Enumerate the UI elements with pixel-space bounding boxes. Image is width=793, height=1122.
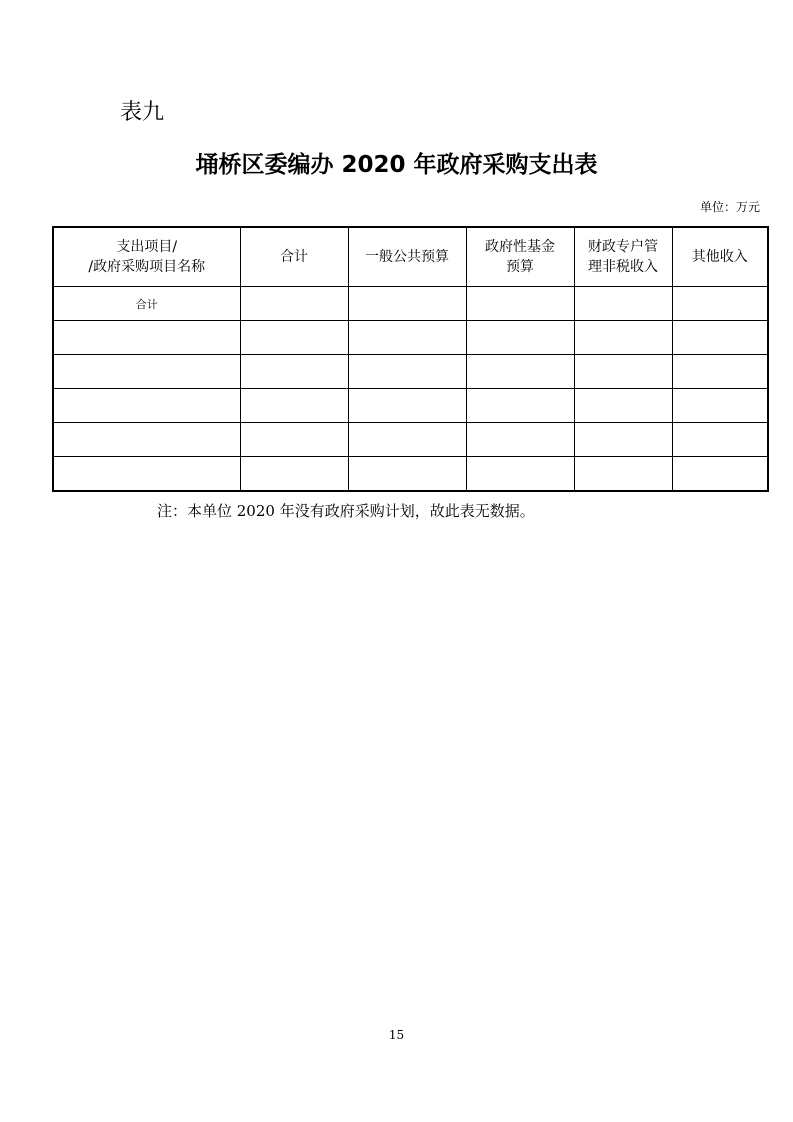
table-cell <box>466 287 574 321</box>
table-cell <box>348 287 466 321</box>
table-cell <box>348 423 466 457</box>
table-row <box>53 355 768 389</box>
table-cell <box>672 321 768 355</box>
table-cell: 合计 <box>53 287 240 321</box>
table-cell <box>574 355 672 389</box>
table-cell <box>53 321 240 355</box>
procurement-expense-table <box>52 226 769 492</box>
table-cell <box>672 287 768 321</box>
table-cell <box>240 423 348 457</box>
table-cell <box>466 389 574 423</box>
table-cell <box>240 355 348 389</box>
table-cell <box>672 355 768 389</box>
header-total <box>240 227 348 287</box>
header-line: 其他收入 <box>691 249 748 265</box>
header-gov-fund-budget <box>466 227 574 287</box>
header-general-budget <box>348 227 466 287</box>
header-line: /政府采购项目名称 <box>88 259 206 275</box>
header-line: 预算 <box>506 259 534 275</box>
header-line: 财政专户管 <box>588 239 658 255</box>
table-header-row <box>53 227 768 287</box>
table-cell <box>466 321 574 355</box>
table-cell <box>53 355 240 389</box>
table-cell <box>348 321 466 355</box>
table-row <box>53 423 768 457</box>
table-cell <box>672 457 768 492</box>
table-cell <box>53 457 240 492</box>
header-special-account <box>574 227 672 287</box>
unit-label: 单位：万元 <box>699 200 760 214</box>
footnote: 注：本单位 2020 年没有政府采购计划，故此表无数据。 <box>157 502 535 520</box>
header-other-income <box>672 227 768 287</box>
table-cell <box>53 423 240 457</box>
page-number: 15 <box>388 1028 405 1042</box>
table-cell <box>672 423 768 457</box>
header-expense-item <box>53 227 240 287</box>
table-row <box>53 321 768 355</box>
table-cell <box>466 355 574 389</box>
table-cell <box>240 389 348 423</box>
table-cell <box>240 321 348 355</box>
header-line: 支出项目/ <box>116 239 178 255</box>
table-cell <box>53 389 240 423</box>
table-cell <box>574 457 672 492</box>
table-cell <box>574 423 672 457</box>
table-cell <box>348 389 466 423</box>
table-cell <box>466 457 574 492</box>
table-row <box>53 457 768 492</box>
table-cell <box>574 389 672 423</box>
table-cell <box>348 355 466 389</box>
table-cell <box>574 287 672 321</box>
header-line: 合计 <box>280 249 308 265</box>
table-cell <box>466 423 574 457</box>
header-line: 一般公共预算 <box>365 249 449 265</box>
table-label: 表九 <box>120 100 165 125</box>
table-cell <box>240 457 348 492</box>
table-cell <box>672 389 768 423</box>
table-row <box>53 287 768 321</box>
document-title: 埇桥区委编办 2020 年政府采购支出表 <box>195 152 598 178</box>
header-line: 理非税收入 <box>588 259 658 275</box>
table-cell <box>240 287 348 321</box>
table-cell <box>574 321 672 355</box>
table-row <box>53 389 768 423</box>
table-cell <box>348 457 466 492</box>
header-line: 政府性基金 <box>485 239 555 255</box>
